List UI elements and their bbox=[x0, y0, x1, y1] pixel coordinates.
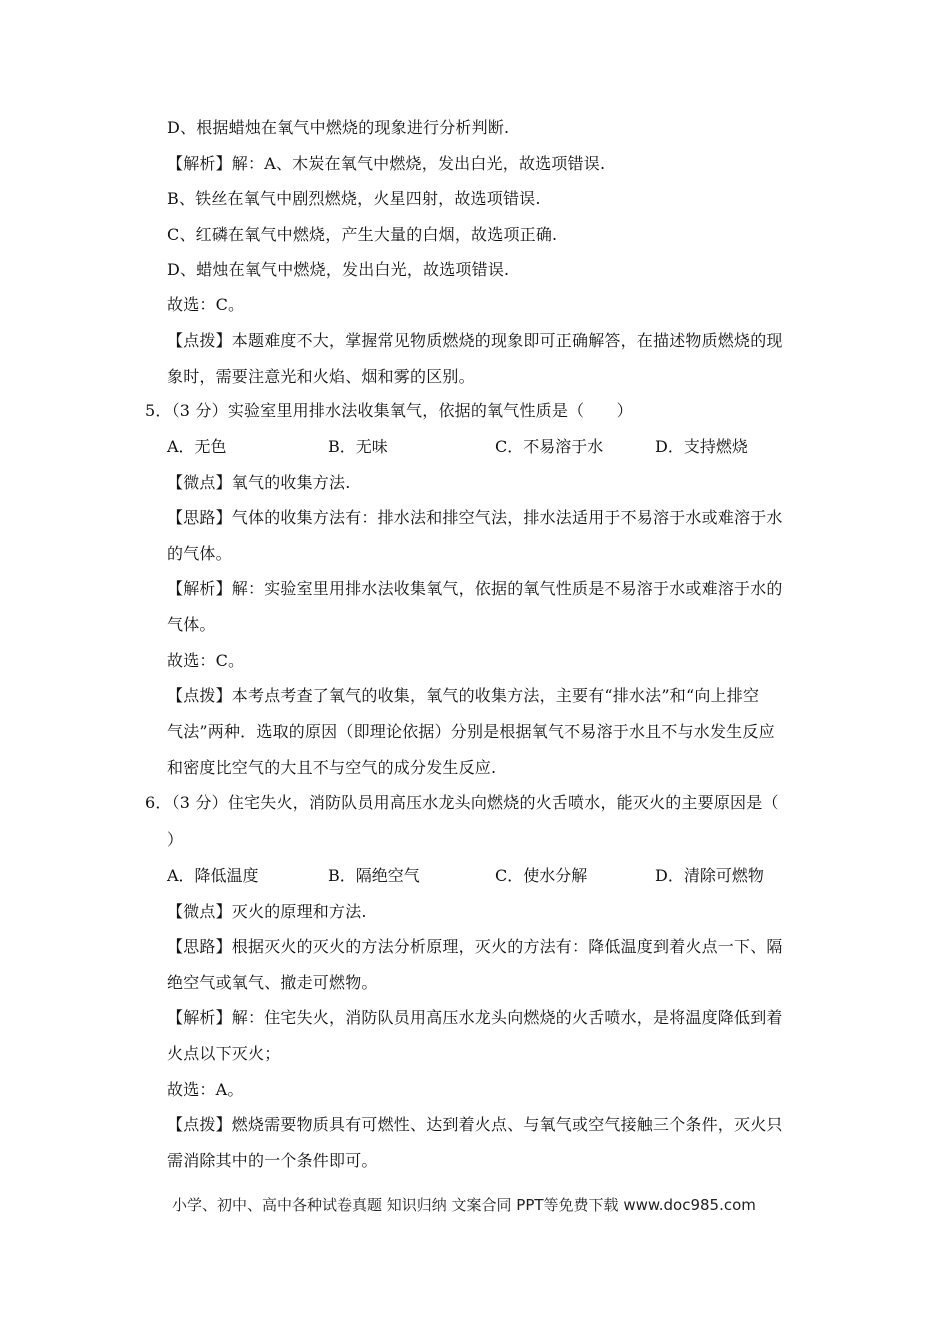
q5-option-a: A．无色 bbox=[167, 437, 227, 456]
q5-stem: 5．（3 分）实验室里用排水法收集氧气，依据的氧气性质是（ ） bbox=[145, 401, 633, 420]
q5-analysis-line-2: 气体。 bbox=[167, 615, 216, 634]
q6-stem-line-1: 6．（3 分）住宅失火，消防队员用高压水龙头向燃烧的火舌喷水，能灭火的主要原因是（ bbox=[145, 793, 779, 812]
q4-analysis-b: B、铁丝在氧气中剧烈燃烧，火星四射，故选项错误. bbox=[167, 189, 541, 208]
q6-idea-line-1: 【思路】根据灭火的灭火的方法分析原理，灭火的方法有：降低温度到着火点一下、隔 bbox=[167, 937, 783, 956]
q4-analysis-c: C、红磷在氧气中燃烧，产生大量的白烟，故选项正确. bbox=[167, 225, 558, 244]
q5-idea-line-2: 的气体。 bbox=[167, 544, 232, 563]
q6-analysis-line-2: 火点以下灭火； bbox=[167, 1044, 281, 1063]
q6-point: 【微点】灭火的原理和方法. bbox=[167, 902, 367, 921]
q6-option-d: D．清除可燃物 bbox=[655, 866, 764, 885]
q5-point: 【微点】氧气的收集方法. bbox=[167, 473, 351, 492]
page-footer: 小学、初中、高中各种试卷真题 知识归纳 文案合同 PPT等免费下载 www.doc985.com bbox=[172, 1196, 756, 1214]
q6-tip-line-1: 【点拨】燃烧需要物质具有可燃性、达到着火点、与氧气或空气接触三个条件，灭火只 bbox=[167, 1115, 783, 1134]
q6-tip-line-2: 需消除其中的一个条件即可。 bbox=[167, 1151, 378, 1170]
q6-option-a: A．降低温度 bbox=[167, 866, 259, 885]
q6-answer: 故选：A。 bbox=[167, 1080, 244, 1099]
q6-stem-line-2: ） bbox=[167, 830, 184, 849]
q4-tip-line-1: 【点拨】本题难度不大，掌握常见物质燃烧的现象即可正确解答，在描述物质燃烧的现 bbox=[167, 331, 783, 350]
q4-answer: 故选：C。 bbox=[167, 295, 245, 314]
q5-analysis-line-1: 【解析】解：实验室里用排水法收集氧气，依据的氧气性质是不易溶于水或难溶于水的 bbox=[167, 579, 783, 598]
q6-option-c: C．使水分解 bbox=[495, 866, 588, 885]
q6-option-b: B．隔绝空气 bbox=[328, 866, 420, 885]
q5-idea-line-1: 【思路】气体的收集方法有：排水法和排空气法，排水法适用于不易溶于水或难溶于水 bbox=[167, 508, 783, 527]
q6-analysis-line-1: 【解析】解：住宅失火，消防队员用高压水龙头向燃烧的火舌喷水，是将温度降低到着 bbox=[167, 1008, 783, 1027]
q5-option-d: D．支持燃烧 bbox=[655, 437, 748, 456]
q4-hint-d: D、根据蜡烛在氧气中燃烧的现象进行分析判断. bbox=[167, 118, 510, 137]
q4-analysis-d: D、蜡烛在氧气中燃烧，发出白光，故选项错误. bbox=[167, 260, 510, 279]
q5-answer: 故选：C。 bbox=[167, 651, 245, 670]
q4-tip-line-2: 象时，需要注意光和火焰、烟和雾的区别。 bbox=[167, 367, 475, 386]
q5-tip-line-3: 和密度比空气的大且不与空气的成分发生反应. bbox=[167, 758, 497, 777]
q5-tip-line-1: 【点拨】本考点考查了氧气的收集，氧气的收集方法，主要有“排水法”和“向上排空 bbox=[167, 686, 760, 705]
q5-tip-line-2: 气法”两种．选取的原因（即理论依据）分别是根据氧气不易溶于水且不与水发生反应 bbox=[167, 722, 775, 741]
q6-idea-line-2: 绝空气或氧气、撤走可燃物。 bbox=[167, 973, 378, 992]
q5-option-b: B．无味 bbox=[328, 437, 388, 456]
q5-option-c: C．不易溶于水 bbox=[495, 437, 604, 456]
q4-analysis: 【解析】解：A、木炭在氧气中燃烧，发出白光，故选项错误. bbox=[167, 154, 606, 173]
